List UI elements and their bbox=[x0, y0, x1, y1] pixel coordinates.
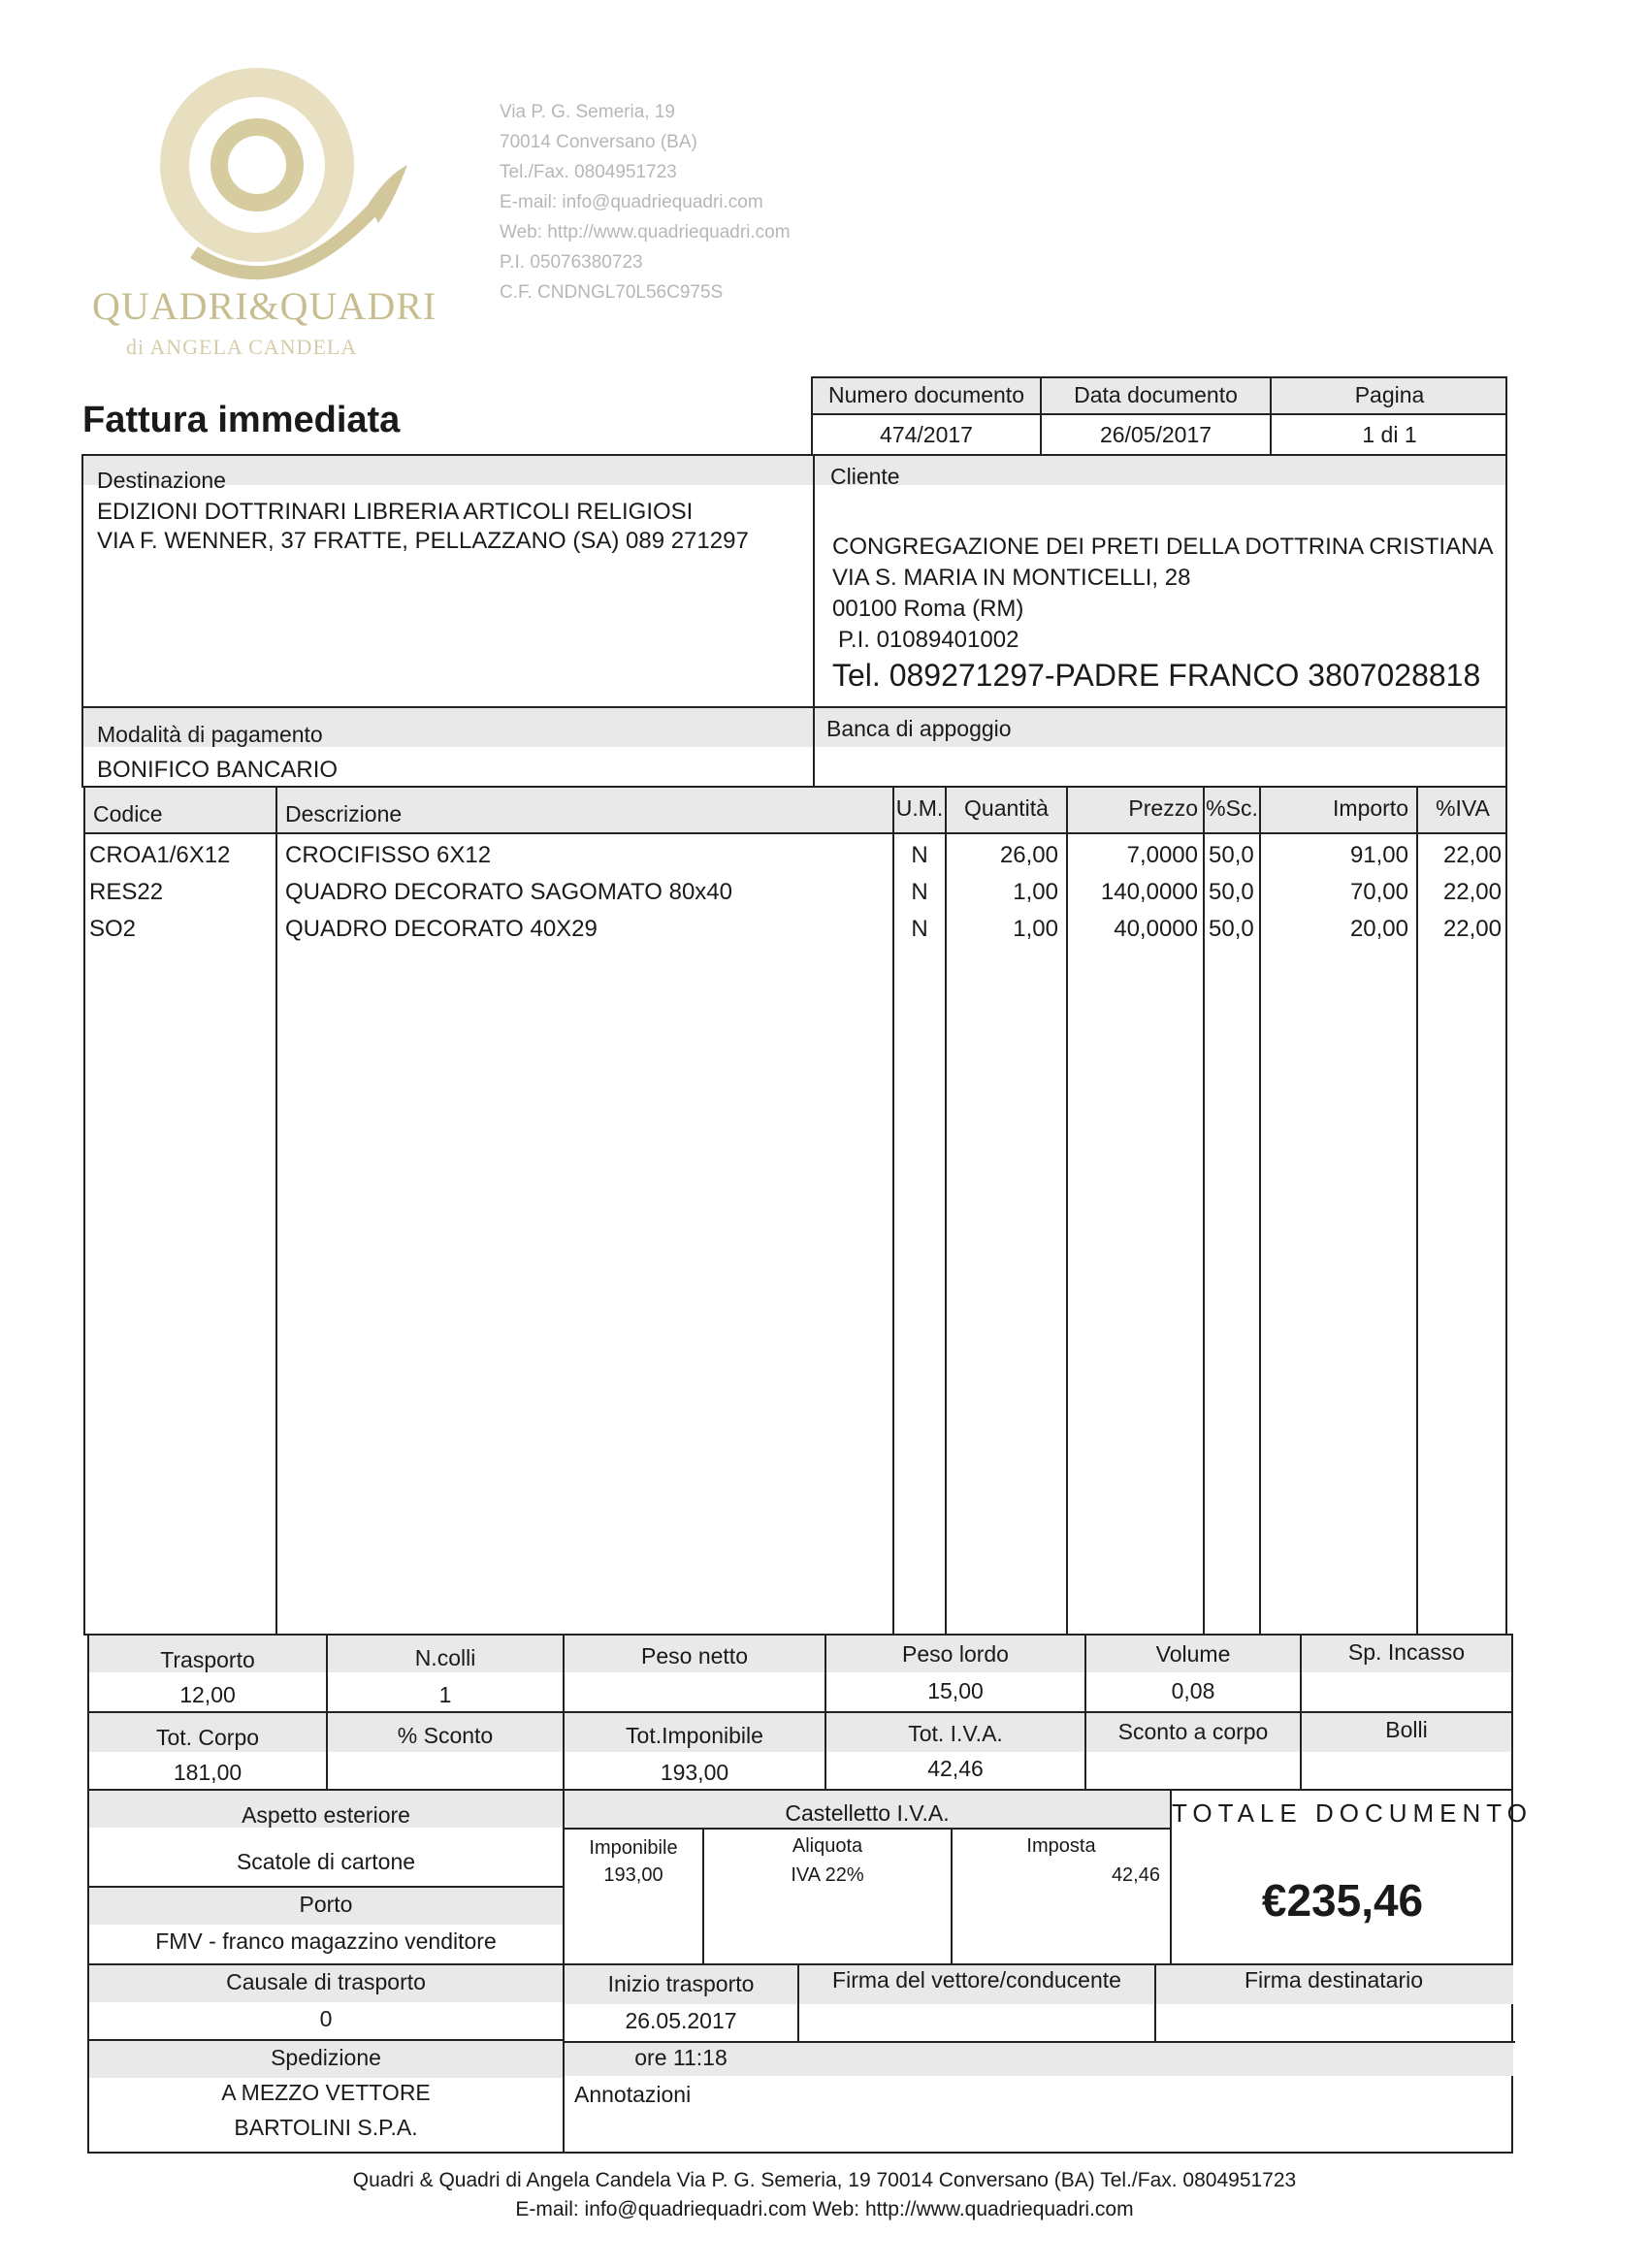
destinazione-label: Destinazione bbox=[97, 468, 226, 493]
inizio-trasporto-label: Inizio trasporto bbox=[607, 1971, 755, 1996]
cell-descrizione: CROCIFISSO 6X12 bbox=[285, 842, 492, 868]
cliente-line: VIA S. MARIA IN MONTICELLI, 28 bbox=[832, 565, 1191, 591]
address-line: E-mail: info@quadriequadri.com bbox=[500, 192, 763, 212]
page-footer-line: Quadri & Quadri di Angela Candela Via P. G. Semeria, 19 70014 Conversano (BA) Tel./Fax. 0804951723 bbox=[352, 2169, 1297, 2191]
peso-lordo-value: 15,00 bbox=[927, 1678, 984, 1703]
sp-incasso-label: Sp. Incasso bbox=[1347, 1639, 1466, 1665]
cell-iva: 22,00 bbox=[1442, 916, 1502, 942]
cell-quantita: 1,00 bbox=[1013, 879, 1058, 905]
cell-codice: CROA1/6X12 bbox=[89, 842, 231, 868]
pagamento-box bbox=[81, 706, 1507, 788]
sconto-corpo-label: Sconto a corpo bbox=[1117, 1719, 1269, 1744]
cast-imponibile-label: Imponibile bbox=[589, 1837, 678, 1859]
address-line: Tel./Fax. 0804951723 bbox=[500, 162, 677, 182]
cell-um: N bbox=[911, 842, 928, 868]
aspetto-label: Aspetto esteriore bbox=[242, 1802, 410, 1828]
bolli-label: Bolli bbox=[1385, 1717, 1428, 1742]
col-iva-header: %IVA bbox=[1436, 795, 1490, 821]
company-address bbox=[500, 97, 791, 308]
cast-imposta-label: Imposta bbox=[1026, 1835, 1096, 1857]
document-title: Fattura immediata bbox=[82, 400, 401, 440]
destinazione-cliente-box bbox=[81, 454, 1507, 708]
items-table bbox=[83, 786, 1507, 1636]
volume-label: Volume bbox=[1155, 1641, 1231, 1667]
address-line: 70014 Conversano (BA) bbox=[500, 132, 697, 152]
cast-imposta-value: 42,46 bbox=[1111, 1864, 1160, 1886]
cell-descrizione: QUADRO DECORATO 40X29 bbox=[285, 916, 598, 942]
tot-corpo-value: 181,00 bbox=[173, 1760, 242, 1785]
col-sconto-header: %Sc. bbox=[1206, 795, 1258, 821]
pagina-label: Pagina bbox=[1354, 382, 1425, 407]
cast-aliquota-label: Aliquota bbox=[792, 1835, 863, 1857]
castelletto-label: Castelletto I.V.A. bbox=[785, 1800, 950, 1826]
destinazione-line: VIA F. WENNER, 37 FRATTE, PELLAZZANO (SA) 089 271297 bbox=[97, 528, 749, 554]
shipping-vat-box bbox=[87, 1789, 1533, 2154]
banca-label: Banca di appoggio bbox=[826, 716, 1012, 741]
company-name: QUADRI&QUADRI bbox=[92, 284, 437, 328]
col-codice-header: Codice bbox=[93, 801, 163, 826]
iva-total-value: 42,46 bbox=[927, 1756, 984, 1781]
trasporto-value: 12,00 bbox=[179, 1682, 236, 1707]
address-line: P.I. 05076380723 bbox=[500, 252, 643, 273]
numero-documento-value: 474/2017 bbox=[880, 422, 973, 447]
cast-aliquota-value: IVA 22% bbox=[791, 1864, 864, 1886]
causale-value: 0 bbox=[319, 2006, 333, 2031]
numero-documento-label: Numero documento bbox=[828, 382, 1024, 407]
cell-um: N bbox=[911, 916, 928, 942]
volume-value: 0,08 bbox=[1171, 1678, 1215, 1703]
ncolli-value: 1 bbox=[438, 1682, 452, 1707]
imponibile-label: Tot.Imponibile bbox=[626, 1723, 763, 1748]
pagamento-label: Modalità di pagamento bbox=[97, 722, 323, 747]
col-prezzo-header: Prezzo bbox=[1128, 795, 1198, 821]
col-quantita-header: Quantità bbox=[964, 795, 1049, 821]
cell-codice: SO2 bbox=[89, 916, 137, 942]
porto-value: FMV - franco magazzino venditore bbox=[155, 1928, 497, 1954]
totale-value: €235,46 bbox=[1261, 1875, 1424, 1926]
cell-quantita: 26,00 bbox=[999, 842, 1058, 868]
cast-imponibile-value: 193,00 bbox=[603, 1864, 663, 1886]
iva-total-label: Tot. I.V.A. bbox=[908, 1721, 1003, 1746]
inizio-trasporto-data: 26.05.2017 bbox=[625, 2008, 737, 2033]
pagina-value: 1 di 1 bbox=[1362, 422, 1417, 447]
spedizione-value: BARTOLINI S.P.A. bbox=[234, 2115, 418, 2140]
sconto-label: % Sconto bbox=[397, 1723, 494, 1748]
cell-um: N bbox=[911, 879, 928, 905]
firma-vettore-label: Firma del vettore/conducente bbox=[832, 1967, 1121, 1993]
col-descrizione-header: Descrizione bbox=[285, 801, 403, 826]
company-owner: di ANGELA CANDELA bbox=[126, 335, 358, 359]
address-line: C.F. CNDNGL70L56C975S bbox=[500, 282, 724, 303]
company-logo bbox=[87, 58, 436, 369]
cell-sconto: 50,0 bbox=[1209, 842, 1254, 868]
aspetto-value: Scatole di cartone bbox=[236, 1849, 416, 1874]
cliente-label: Cliente bbox=[830, 464, 900, 489]
inizio-trasporto-ora: ore 11:18 bbox=[634, 2045, 728, 2070]
peso-netto-label: Peso netto bbox=[641, 1643, 748, 1669]
cell-prezzo: 40,0000 bbox=[1114, 916, 1198, 942]
cell-importo: 70,00 bbox=[1349, 879, 1408, 905]
pagamento-value: BONIFICO BANCARIO bbox=[97, 757, 339, 783]
data-documento-value: 26/05/2017 bbox=[1099, 422, 1212, 447]
ncolli-label: N.colli bbox=[414, 1645, 476, 1670]
spedizione-label: Spedizione bbox=[271, 2045, 381, 2070]
cliente-telefono: Tel. 089271297-PADRE FRANCO 3807028818 bbox=[832, 658, 1481, 693]
imponibile-value: 193,00 bbox=[660, 1760, 729, 1785]
cell-prezzo: 140,0000 bbox=[1100, 879, 1198, 905]
cliente-line: 00100 Roma (RM) bbox=[832, 596, 1024, 622]
col-importo-header: Importo bbox=[1333, 795, 1408, 821]
address-line: Web: http://www.quadriequadri.com bbox=[500, 222, 791, 243]
cell-codice: RES22 bbox=[89, 879, 164, 905]
trasporto-label: Trasporto bbox=[160, 1647, 255, 1672]
totale-label: TOTALE DOCUMENTO bbox=[1172, 1798, 1533, 1828]
cell-sconto: 50,0 bbox=[1209, 879, 1254, 905]
q-logo-icon bbox=[87, 58, 436, 301]
document-info-box bbox=[811, 376, 1507, 456]
tot-corpo-label: Tot. Corpo bbox=[155, 1725, 260, 1750]
cell-iva: 22,00 bbox=[1442, 842, 1502, 868]
data-documento-label: Data documento bbox=[1074, 382, 1238, 407]
cell-sconto: 50,0 bbox=[1209, 916, 1254, 942]
peso-lordo-label: Peso lordo bbox=[902, 1641, 1009, 1667]
annotazioni-label: Annotazioni bbox=[574, 2082, 692, 2107]
porto-label: Porto bbox=[299, 1892, 353, 1917]
col-um-header: U.M. bbox=[895, 795, 944, 821]
cell-importo: 20,00 bbox=[1349, 916, 1408, 942]
address-line: Via P. G. Semeria, 19 bbox=[500, 102, 675, 122]
totals-box bbox=[87, 1634, 1513, 1791]
causale-label: Causale di trasporto bbox=[226, 1969, 426, 1994]
cell-descrizione: QUADRO DECORATO SAGOMATO 80x40 bbox=[285, 879, 732, 905]
cell-iva: 22,00 bbox=[1442, 879, 1502, 905]
cell-prezzo: 7,0000 bbox=[1126, 842, 1198, 868]
cliente-line: CONGREGAZIONE DEI PRETI DELLA DOTTRINA CRISTIANA bbox=[832, 534, 1494, 560]
cliente-line: P.I. 01089401002 bbox=[838, 627, 1019, 653]
cell-quantita: 1,00 bbox=[1013, 916, 1058, 942]
cell-importo: 91,00 bbox=[1349, 842, 1408, 868]
firma-destinatario-label: Firma destinatario bbox=[1244, 1967, 1424, 1993]
page-footer-line: E-mail: info@quadriequadri.com Web: http://www.quadriequadri.com bbox=[515, 2198, 1134, 2220]
spedizione-value: A MEZZO VETTORE bbox=[221, 2080, 431, 2105]
destinazione-line: EDIZIONI DOTTRINARI LIBRERIA ARTICOLI RELIGIOSI bbox=[97, 499, 694, 525]
